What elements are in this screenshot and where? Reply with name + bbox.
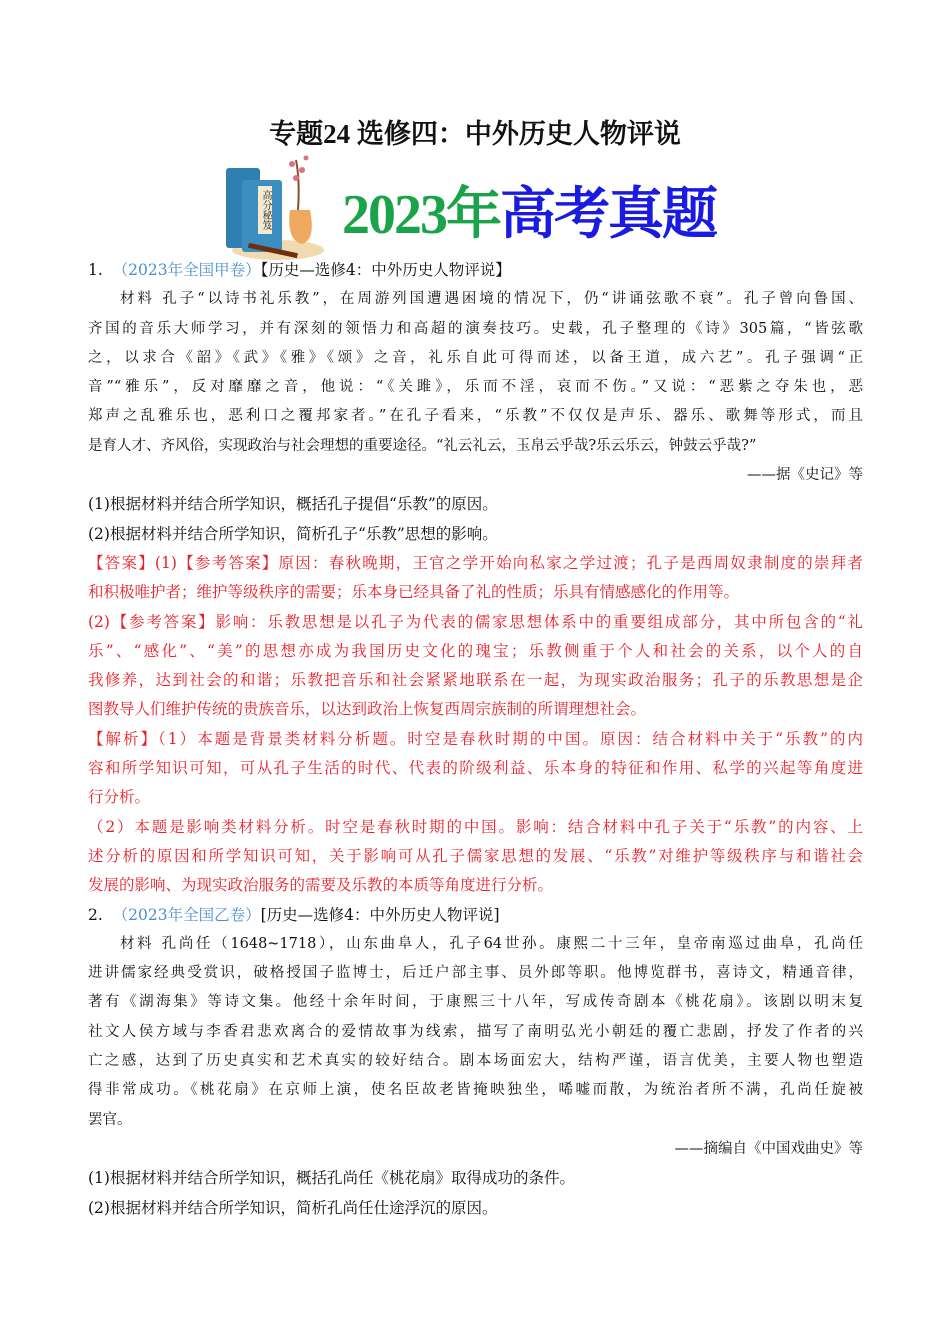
- q1-answer: [88, 549, 863, 901]
- text-line: 是育人才、齐风俗，实现政治与社会理想的重要途径。“礼云礼云，玉帛云乎哉?乐云乐云，钟鼓云乎哉?”: [88, 437, 757, 454]
- banner-year: 2023年: [342, 184, 500, 246]
- q2-question-2: (2)根据材料并结合所学知识，简析孔尚任仕途浮沉的原因。: [88, 1198, 498, 1217]
- text-line: 音”“雅乐”，反对靡靡之音，他说：“《关雎》，乐而不淫，哀而不伤。”又说：“恶紫之夺朱也，恶: [88, 379, 863, 396]
- q2-header: [88, 901, 863, 930]
- q1-source: （2023年全国甲卷）: [112, 261, 261, 279]
- q1-question-1: (1)根据材料并结合所学知识，概括孔子提倡“乐教”的原因。: [88, 495, 498, 514]
- text-line: 之，以求合《韶》《武》《雅》《颂》之音，礼乐自此可得而述，以备王道，成六艺”。孔子强调“正: [88, 349, 863, 366]
- q1-header: [88, 256, 863, 285]
- text-line: 亡之感，达到了历史真实和艺术真实的较好结合。剧本场面宏大，结构严谨，语言优美，主要人物也塑造: [88, 1053, 863, 1070]
- text-line: 材料 孔尚任（1648~1718），山东曲阜人，孔子64世孙。康熙二十三年，皇帝南巡过曲阜，孔尚任: [120, 935, 863, 952]
- text-line: 我修养，达到社会的和谐；乐教把音乐和社会紧紧地联系在一起，为现实政治服务；孔子的乐教思想是企: [88, 671, 863, 690]
- banner-label: 高考真题: [500, 184, 716, 246]
- text-line: 社文人侯方域与李香君悲欢离合的爱情故事为线索，描写了南明弘光小朝廷的覆亡悲剧，抒发了作者的兴: [88, 1023, 863, 1040]
- text-line: 和积极唯护者；维护等级秩序的需要；乐本身已经具备了礼的性质；乐具有情感感化的作用等。: [88, 583, 740, 602]
- text-line: 齐国的音乐大师学习，并有深刻的领悟力和高超的演奏技巧。史载，孔子整理的《诗》305篇，“皆弦歌: [88, 320, 863, 337]
- text-line: 罢官。: [88, 1111, 132, 1128]
- q2-question-1: (1)根据材料并结合所学知识，概括孔尚任《桃花扇》取得成功的条件。: [88, 1169, 575, 1188]
- q2-source: （2023年全国乙卷）: [112, 905, 261, 924]
- q1-material-source: ——据《史记》等: [747, 467, 863, 484]
- text-line: 得非常成功。《桃花扇》在京师上演，使名臣故老皆掩映独坐，唏嘘而散，为统治者所不满，孔尚任旋被: [88, 1082, 863, 1099]
- text-line: 材料 孔子“以诗书礼乐教”，在周游列国遭遇困境的情况下，仍“讲诵弦歌不衰”。孔子曾向鲁国、: [120, 291, 863, 308]
- text-line: 郑声之乱雅乐也，恶利口之覆邦家者。”在孔子看来，“乐教”不仅仅是声乐、器乐、歌舞等形式，而且: [88, 408, 863, 425]
- q1-material: [88, 285, 863, 461]
- q1-topic: 【历史—选修4：中外历史人物评说】: [260, 261, 511, 279]
- text-line: 发展的影响、为现实政治服务的需要及乐教的本质等角度进行分析。: [88, 876, 554, 895]
- q2-topic: [历史—选修4：中外历史人物评说]: [260, 905, 500, 924]
- text-line: 容和所学知识可知，可从孔子生活的时代、代表的阶级利益、乐本身的特征和作用、私学的兴起等角度进: [88, 759, 863, 778]
- text-line: 著有《湖海集》等诗文集。他经十余年时间，于康熙三十八年，写成传奇剧本《桃花扇》。该剧以明末复: [88, 994, 863, 1011]
- text-line: 行分析。: [88, 788, 151, 807]
- books-illustration-icon: [218, 150, 326, 262]
- text-line: 【解析】（1）本题是背景类材料分析题。时空是春秋时期的中国。原因：结合材料中关于“乐教”的内: [88, 729, 863, 748]
- q2-number: 2.: [88, 905, 103, 924]
- text-line: 【答案】(1)【参考答案】原因：春秋晚期，王官之学开始向私家之学过渡；孔子是西周奴隶制度的崇拜者: [88, 553, 863, 572]
- text-line: 乐”、“感化”、“美”的思想亦成为我国历史文化的瑰宝；乐教侧重于个人和社会的关系，以个人的自: [88, 641, 863, 660]
- text-line: 图教导人们维护传统的贵族音乐，以达到政治上恢复西周宗族制的所谓理想社会。: [88, 700, 647, 719]
- text-line: 述分析的原因和所学知识可知，关于影响可从孔子儒家思想的发展、“乐教”对维护等级秩序与和谐社会: [88, 846, 863, 865]
- q2-material-source: ——摘编自《中国戏曲史》等: [674, 1140, 863, 1157]
- document-body: [88, 256, 863, 1223]
- text-line: （2）本题是影响类材料分析。时空是春秋时期的中国。影响：结合材料中孔子关于“乐教”的内容、上: [88, 817, 863, 836]
- book-cover-label: 高分秘笈: [258, 186, 272, 234]
- text-line: (2)【参考答案】影响：乐教思想是以孔子为代表的儒家思想体系中的重要组成部分，其中所包含的“礼: [88, 612, 863, 631]
- q1-number: 1.: [88, 261, 103, 279]
- q2-material: [88, 930, 863, 1135]
- banner-heading: [342, 170, 716, 250]
- text-line: 进讲儒家经典受赏识，破格授国子监博士，后迁户部主事、员外郎等职。他博览群书，喜诗文，精通音律，: [88, 965, 863, 982]
- page-title: 专题24 选修四：中外历史人物评说: [269, 119, 681, 149]
- q1-question-2: (2)根据材料并结合所学知识，简析孔子“乐教”思想的影响。: [88, 524, 498, 543]
